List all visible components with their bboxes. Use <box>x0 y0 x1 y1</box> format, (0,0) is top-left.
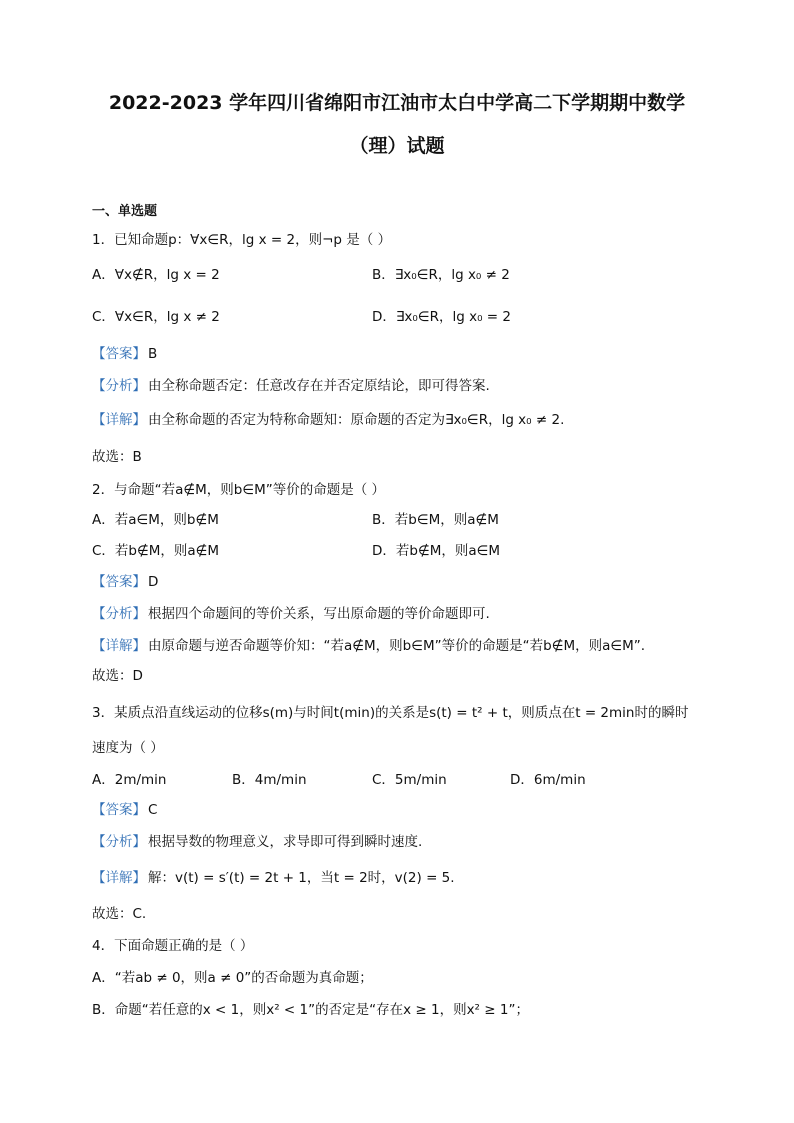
q3-stem-line2: 速度为（ ） <box>92 740 164 756</box>
q2-answer-row <box>92 572 158 592</box>
q1-option-a: A．∀x∉R，lg x = 2 <box>92 267 220 283</box>
q2-option-a: A．若a∈M，则b∉M <box>92 512 219 528</box>
q3-answer: C <box>148 802 158 818</box>
detail-tag: 【详解】 <box>92 412 146 428</box>
detail-tag: 【详解】 <box>92 638 146 654</box>
q3-detail-row <box>92 868 455 888</box>
q1-choice: 故选：B <box>92 449 142 465</box>
section-heading: 一、单选题 <box>92 204 158 219</box>
q3-analysis-row <box>92 832 422 852</box>
answer-tag: 【答案】 <box>92 346 146 362</box>
q1-option-b: B．∃x₀∈R，lg x₀ ≠ 2 <box>372 267 510 283</box>
analysis-tag: 【分析】 <box>92 378 146 394</box>
q2-analysis-row <box>92 604 490 624</box>
q2-detail: 由原命题与逆否命题等价知：“若a∉M，则b∈M”等价的命题是“若b∉M，则a∈M”. <box>148 638 646 654</box>
q1-answer-row <box>92 344 157 364</box>
analysis-tag: 【分析】 <box>92 834 146 850</box>
q3-answer-row <box>92 800 157 820</box>
q1-option-d: D．∃x₀∈R，lg x₀ = 2 <box>372 309 511 325</box>
q4-option-a: A．“若ab ≠ 0，则a ≠ 0”的否命题为真命题； <box>92 970 373 986</box>
answer-tag: 【答案】 <box>92 574 146 590</box>
doc-title-line2: （理）试题 <box>349 135 445 157</box>
q1-detail: 由全称命题的否定为特称命题知：原命题的否定为∃x₀∈R，lg x₀ ≠ 2. <box>148 412 565 428</box>
q1-analysis-row <box>92 376 490 396</box>
q1-option-c: C．∀x∈R，lg x ≠ 2 <box>92 309 220 325</box>
q2-detail-row <box>92 636 645 656</box>
q2-answer: D <box>148 574 159 590</box>
q4-stem: 4．下面命题正确的是（ ） <box>92 938 254 954</box>
q3-option-a: A．2m/min <box>92 772 167 788</box>
q1-stem: 1．已知命题p：∀x∈R，lg x = 2，则¬p 是（ ） <box>92 232 392 248</box>
q3-detail: 解：v(t) = s′(t) = 2t + 1，当t = 2时，v(2) = 5. <box>148 870 455 886</box>
q1-analysis: 由全称命题否定：任意改存在并否定原结论，即可得答案. <box>148 378 490 394</box>
q3-option-b: B．4m/min <box>232 772 307 788</box>
q3-stem-line1: 3．某质点沿直线运动的位移s(m)与时间t(min)的关系是s(t) = t² + t，则质点在t = 2min时的瞬时 <box>92 705 689 721</box>
doc-title-line1: 2022-2023 学年四川省绵阳市江油市太白中学高二下学期期中数学 <box>108 92 686 114</box>
q1-detail-row <box>92 410 564 430</box>
q3-choice: 故选：C. <box>92 906 147 922</box>
q4-option-b: B．命题“若任意的x < 1，则x² < 1”的否定是“存在x ≥ 1，则x² ≥ 1”； <box>92 1002 529 1018</box>
q1-answer: B <box>148 346 158 362</box>
q2-option-b: B．若b∈M，则a∉M <box>372 512 499 528</box>
q3-analysis: 根据导数的物理意义，求导即可得到瞬时速度. <box>148 834 423 850</box>
analysis-tag: 【分析】 <box>92 606 146 622</box>
q2-choice: 故选：D <box>92 668 143 684</box>
answer-tag: 【答案】 <box>92 802 146 818</box>
q2-option-d: D．若b∉M，则a∈M <box>372 543 501 559</box>
q2-option-c: C．若b∉M，则a∉M <box>92 543 220 559</box>
q3-option-d: D．6m/min <box>510 772 586 788</box>
q2-analysis: 根据四个命题间的等价关系，写出原命题的等价命题即可. <box>148 606 490 622</box>
detail-tag: 【详解】 <box>92 870 146 886</box>
q2-stem: 2．与命题“若a∉M，则b∈M”等价的命题是（ ） <box>92 482 386 498</box>
q3-option-c: C．5m/min <box>372 772 447 788</box>
